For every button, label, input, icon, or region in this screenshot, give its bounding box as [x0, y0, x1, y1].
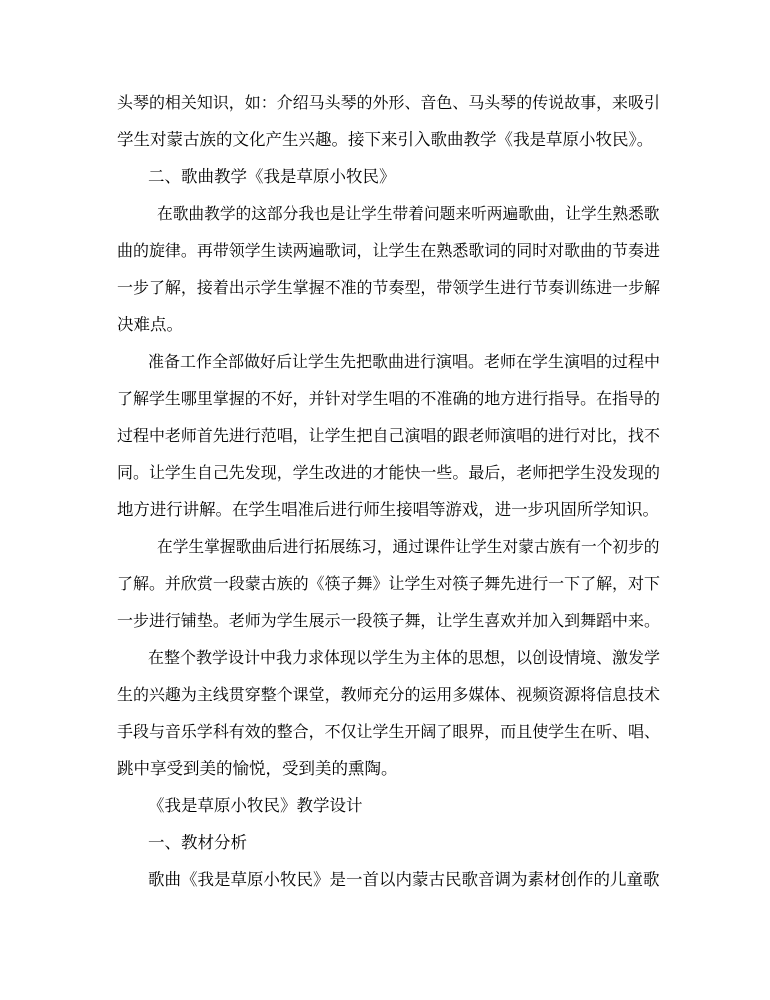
body-text-line: 决难点。: [117, 315, 183, 334]
body-text-line: 生的兴趣为主线贯穿整个课堂，教师充分的运用多媒体、视频资源将信息技术: [117, 685, 660, 704]
body-text-line: 同。让学生自己先发现，学生改进的才能快一些。最后，老师把学生没发现的: [117, 463, 660, 482]
body-text-line: 准备工作全部做好后让学生先把歌曲进行演唱。老师在学生演唱的过程中: [148, 352, 661, 371]
section-heading: 一、教材分析: [148, 833, 247, 852]
document-title: 《我是草原小牧民》教学设计: [148, 796, 363, 815]
body-text-line: 在歌曲教学的这部分我也是让学生带着问题来听两遍歌曲，让学生熟悉歌: [157, 204, 660, 223]
body-text-line: 在整个教学设计中我力求体现以学生为主体的思想，以创设情境、激发学: [148, 648, 661, 667]
body-text-line: 曲的旋律。再带领学生读两遍歌词，让学生在熟悉歌词的同时对歌曲的节奏进: [117, 241, 660, 260]
body-text-line: 地方进行讲解。在学生唱准后进行师生接唱等游戏，进一步巩固所学知识。: [117, 500, 659, 519]
body-text-line: 学生对蒙古族的文化产生兴趣。接下来引入歌曲教学《我是草原小牧民》。: [117, 130, 654, 149]
body-text-line: 头琴的相关知识，如：介绍马头琴的外形、音色、马头琴的传说故事，来吸引: [117, 93, 660, 112]
body-text-line: 跳中享受到美的愉悦，受到美的熏陶。: [117, 759, 398, 778]
body-text-line: 了解学生哪里掌握的不好，并针对学生唱的不准确的地方进行指导。在指导的: [117, 389, 660, 408]
body-text-line: 过程中老师首先进行范唱，让学生把自己演唱的跟老师演唱的进行对比，找不: [117, 426, 660, 445]
body-text-line: 在学生掌握歌曲后进行拓展练习，通过课件让学生对蒙古族有一个初步的: [157, 537, 660, 556]
body-text-line: 手段与音乐学科有效的整合，不仅让学生开阔了眼界，而且使学生在听、唱、: [117, 722, 660, 741]
body-text-line: 歌曲《我是草原小牧民》是一首以内蒙古民歌音调为素材创作的儿童歌: [148, 870, 660, 889]
body-text-line: 了解。并欣赏一段蒙古族的《筷子舞》让学生对筷子舞先进行一下了解，对下: [117, 574, 660, 593]
section-heading: 二、歌曲教学《我是草原小牧民》: [148, 167, 396, 186]
body-text-line: 一步进行铺垫。老师为学生展示一段筷子舞，让学生喜欢并加入到舞蹈中来。: [117, 611, 660, 630]
body-text-line: 一步了解，接着出示学生掌握不准的节奏型，带领学生进行节奏训练进一步解: [117, 278, 660, 297]
